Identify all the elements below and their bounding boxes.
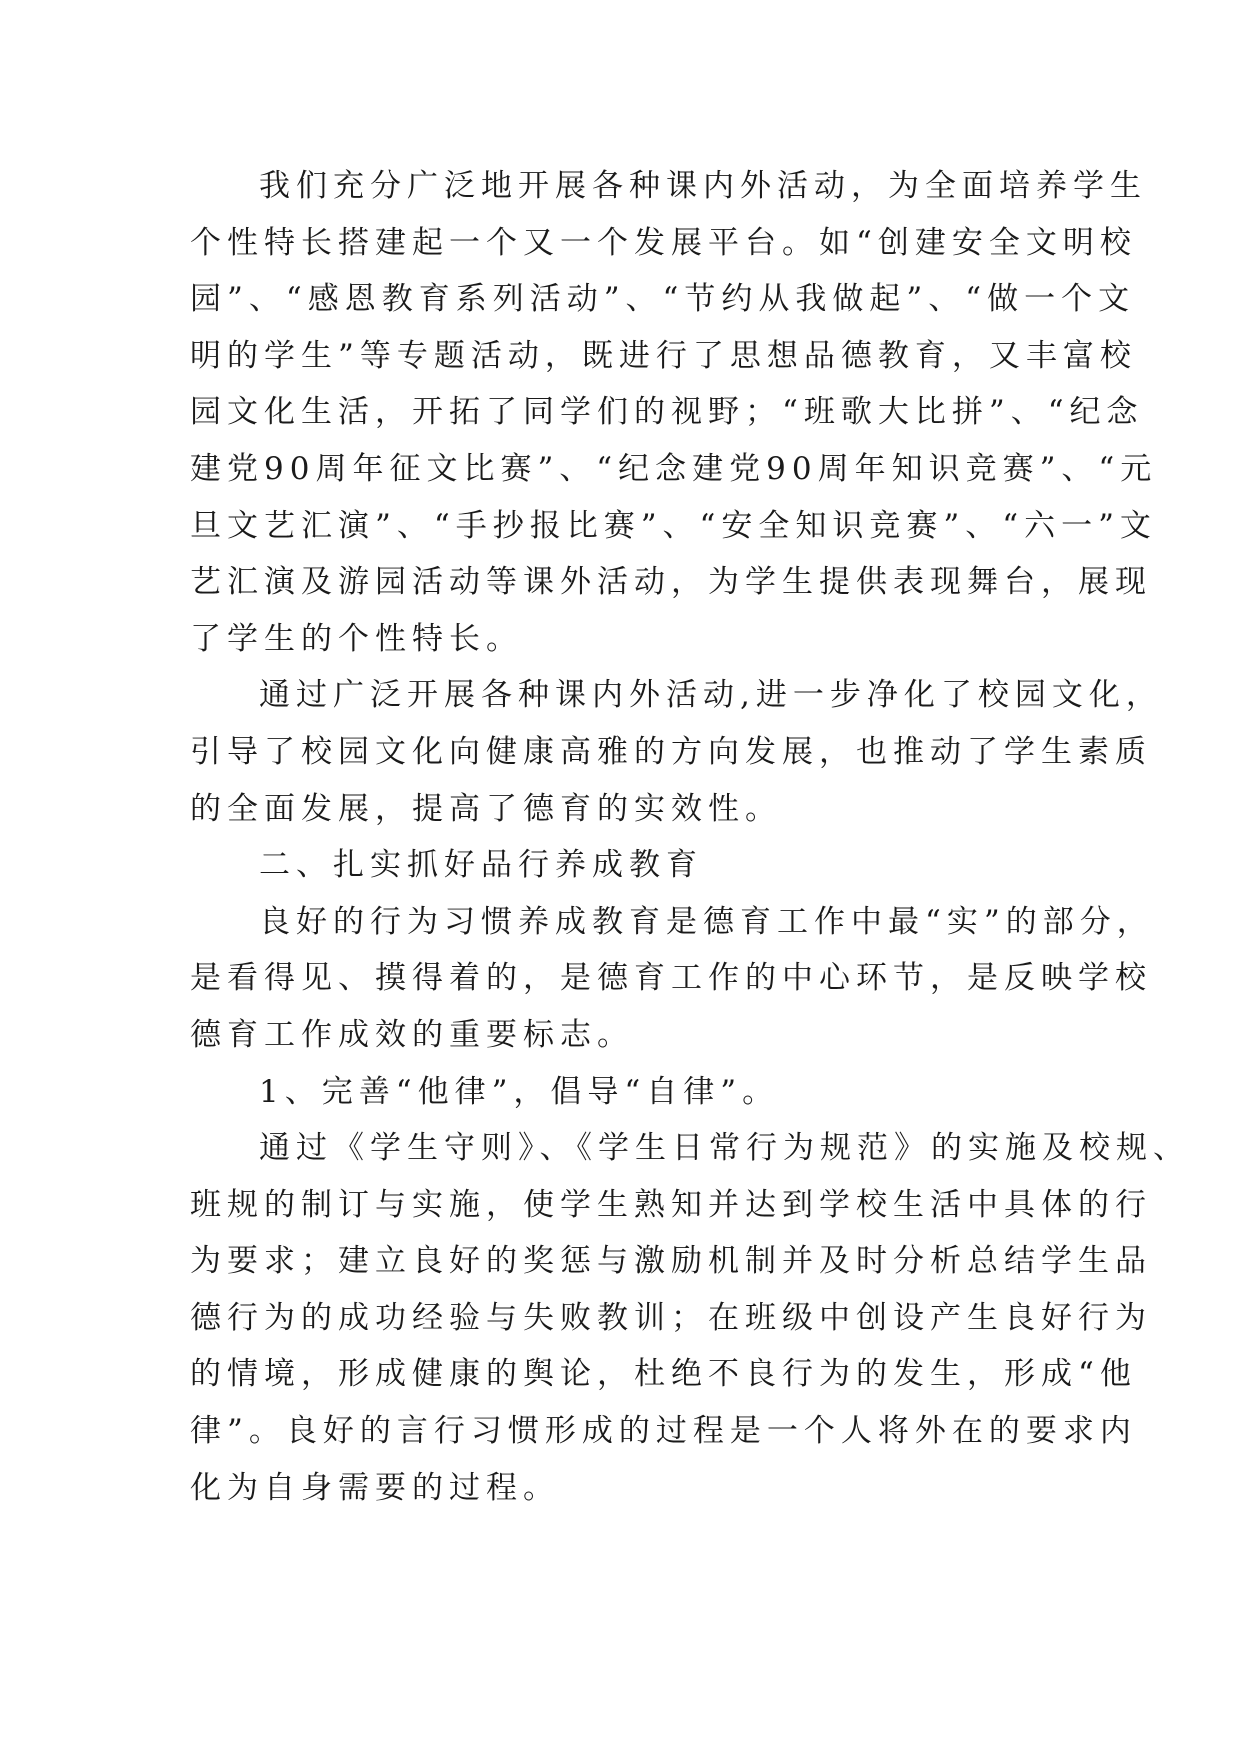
text-line: 的情境，形成健康的舆论，杜绝不良行为的发生，形成“他	[190, 1356, 1137, 1393]
text-line: 的全面发展，提高了德育的实效性。	[190, 790, 782, 827]
paragraph-activities	[190, 158, 1158, 667]
text-line: 为要求；建立良好的奖惩与激励机制并及时分析总结学生品	[190, 1243, 1152, 1280]
text-line: 旦文艺汇演”、“手抄报比赛”、“安全知识竞赛”、“六一”文	[190, 507, 1157, 544]
text-line: 引导了校园文化向健康高雅的方向发展，也推动了学生素质	[190, 733, 1152, 770]
text-line: 个性特长搭建起一个又一个发展平台。如“创建安全文明校	[190, 224, 1137, 261]
text-line: 园”、“感恩教育系列活动”、“节约从我做起”、“做一个文	[190, 281, 1136, 318]
text-line: 德育工作成效的重要标志。	[190, 1016, 634, 1053]
text-line: 我们充分广泛地开展各种课内外活动，为全面培养学生	[259, 168, 1147, 204]
text-line: 班规的制订与实施，使学生熟知并达到学校生活中具体的行	[190, 1186, 1152, 1223]
text-line: 明的学生”等专题活动，既进行了思想品德教育，又丰富校	[190, 337, 1137, 374]
text-line: 律”。良好的言行习惯形成的过程是一个人将外在的要求内	[190, 1413, 1137, 1450]
paragraph-campus-culture	[190, 667, 1163, 837]
text-line: 通过《学生守则》、《学生日常行为规范》的实施及校规、	[259, 1130, 1190, 1167]
text-line: 了学生的个性特长。	[190, 620, 523, 657]
subsection-heading	[190, 1064, 1050, 1121]
heading-line: 二、扎实抓好品行养成教育	[259, 847, 703, 884]
text-line: 良好的行为习惯养成教育是德育工作中最“实”的部分，	[259, 903, 1154, 940]
text-line: 化为自身需要的过程。	[190, 1469, 560, 1506]
text-line: 建党90周年征文比赛”、“纪念建党90周年知识竞赛”、“元	[190, 450, 1158, 487]
text-line: 德行为的成功经验与失败教训；在班级中创设产生良好行为	[190, 1299, 1152, 1336]
text-line: 园文化生活，开拓了同学们的视野；“班歌大比拼”、“纪念	[190, 394, 1144, 431]
text-line: 通过广泛开展各种课内外活动,进一步净化了校园文化，	[259, 677, 1163, 714]
paragraph-rules	[190, 1120, 1190, 1516]
heading-line: 1、完善“他律”，倡导“自律”。	[259, 1073, 780, 1110]
document-body	[190, 158, 1190, 1516]
text-line: 艺汇演及游园活动等课外活动，为学生提供表现舞台，展现	[190, 564, 1152, 601]
section-heading	[190, 837, 1050, 894]
text-line: 是看得见、摸得着的，是德育工作的中心环节，是反映学校	[190, 960, 1152, 997]
paragraph-habits	[190, 894, 1154, 1064]
